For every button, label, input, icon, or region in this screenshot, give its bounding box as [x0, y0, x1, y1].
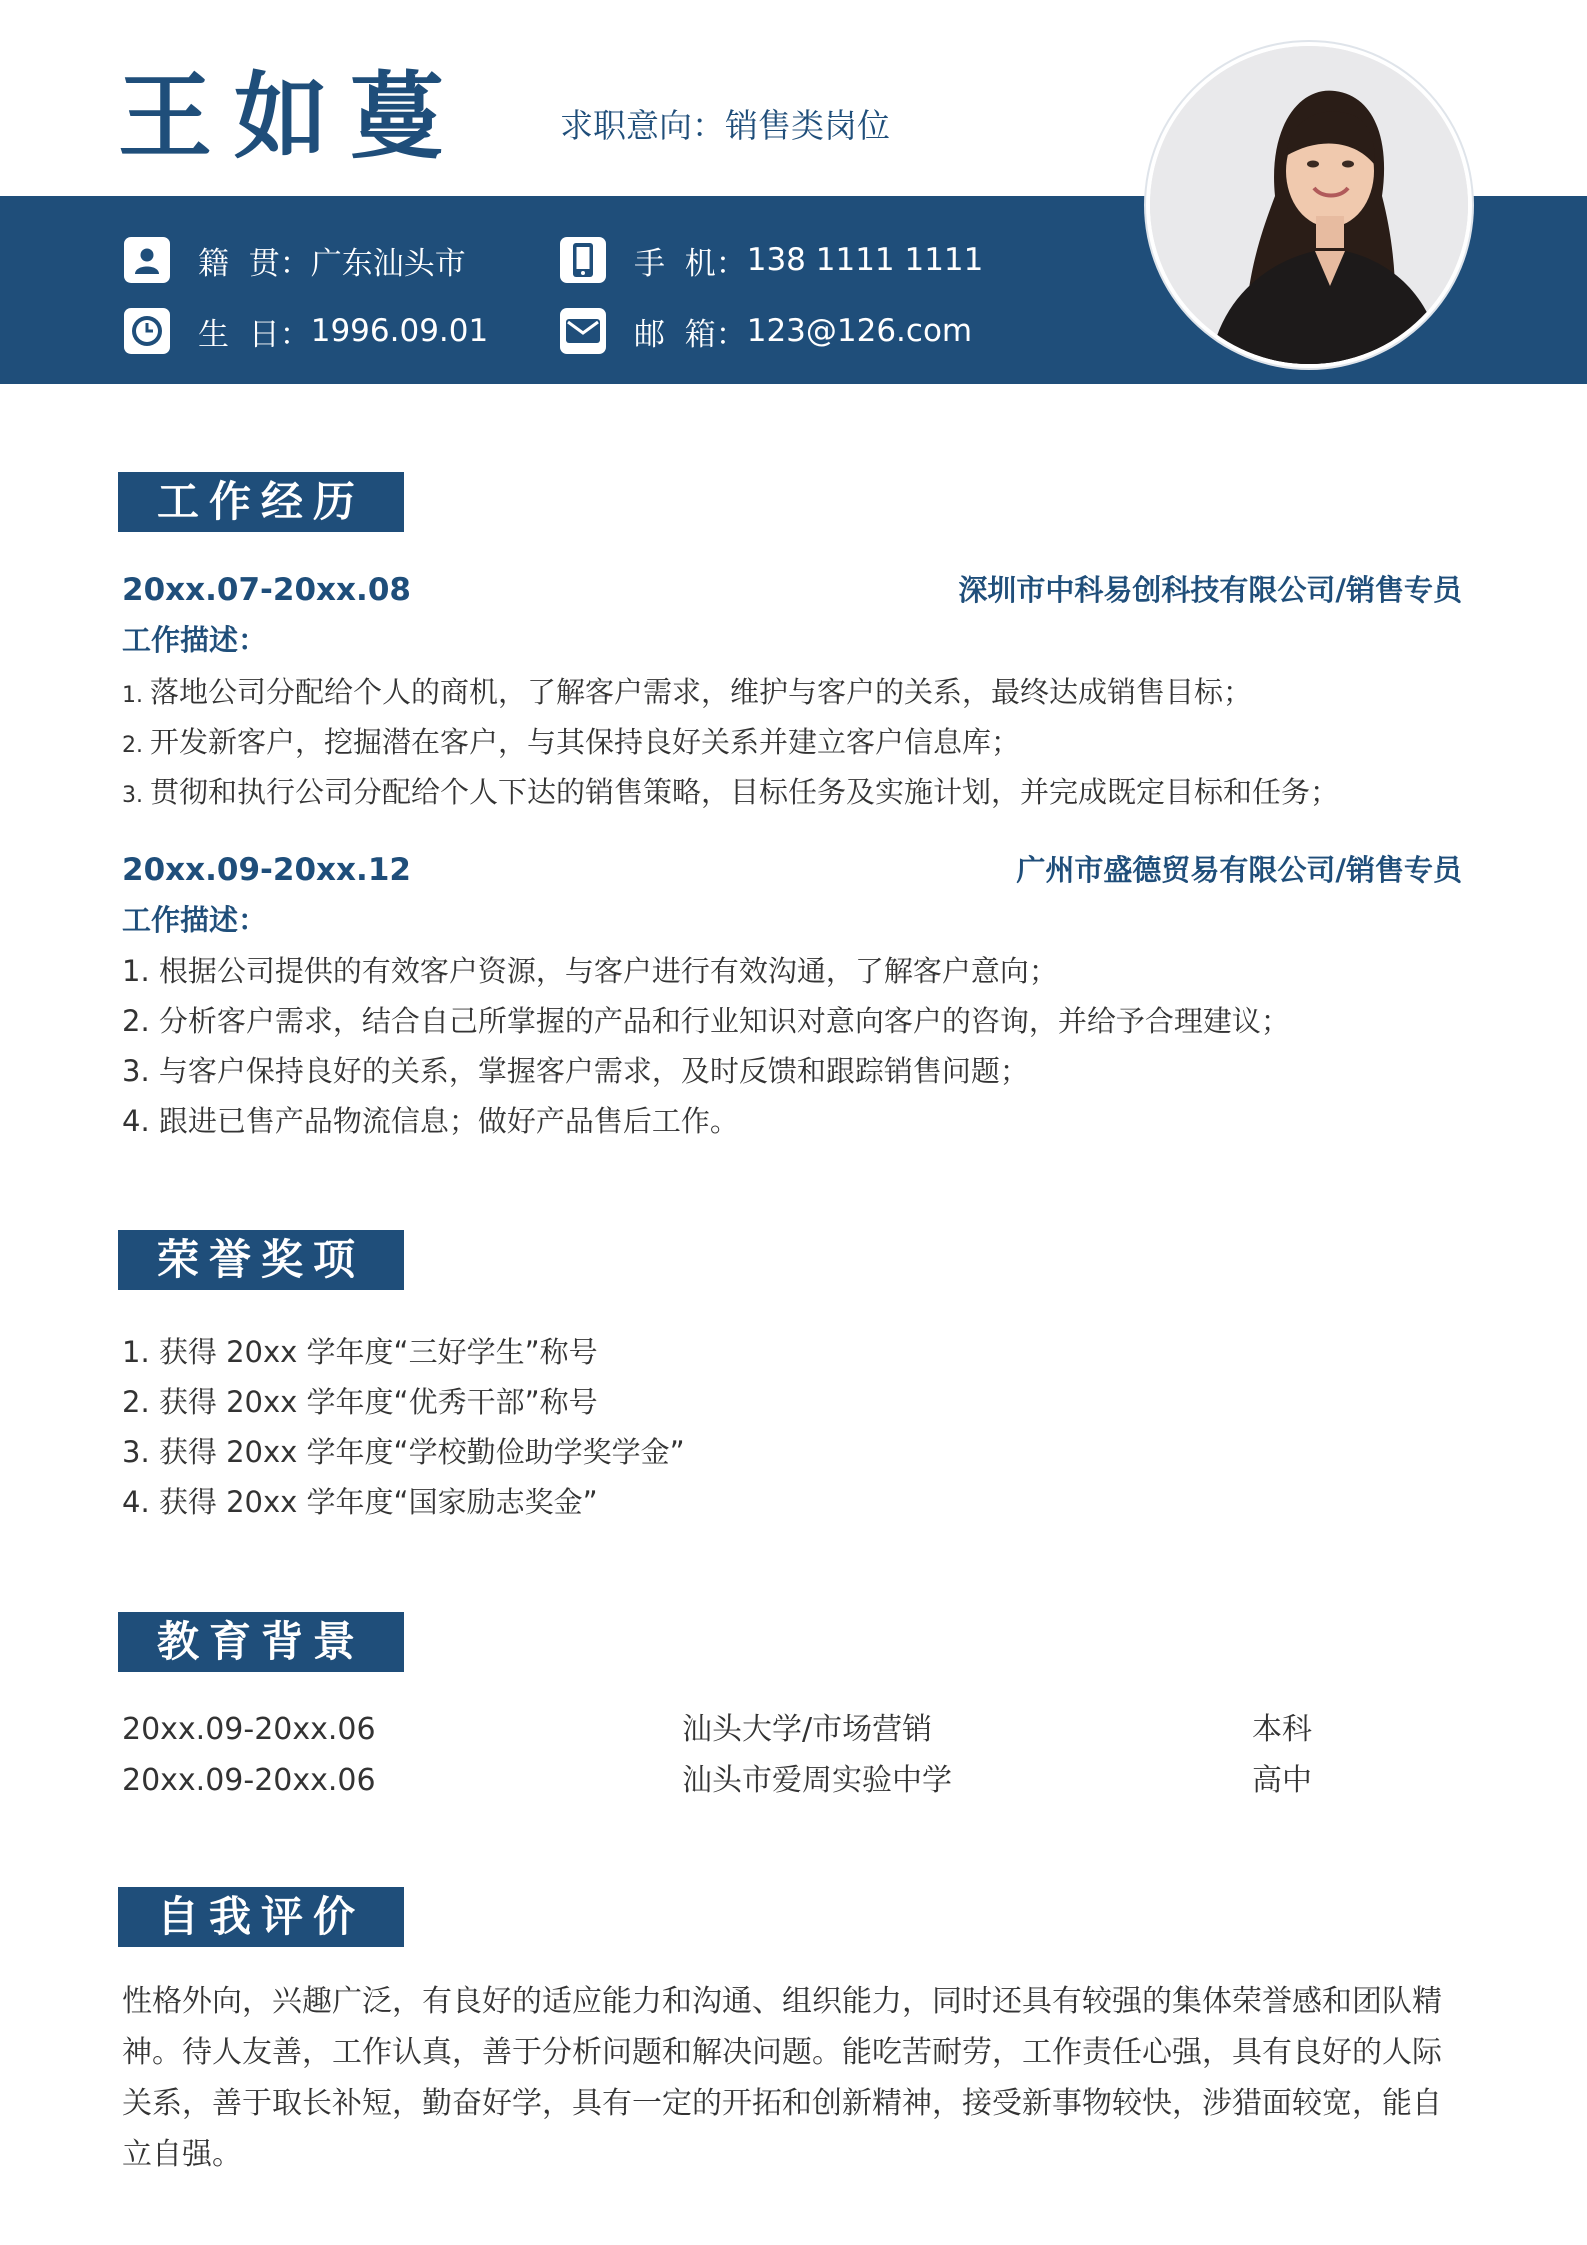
list-item: 1. 落地公司分配给个人的商机，了解客户需求，维护与客户的关系，最终达成销售目标； — [122, 675, 1252, 709]
job-1-date: 20xx.07-20xx.08 — [122, 572, 411, 608]
self-evaluation-text: 性格外向，兴趣广泛，有良好的适应能力和沟通、组织能力，同时还具有较强的集体荣誉感和团队精神。待人友善，工作认真，善于分析问题和解决问题。能吃苦耐劳，工作责任心强，具有良好的人际关系，善于取长补短，勤奋好学，具有一定的开拓和创新精神，接受新事物较快，涉猎面较宽，能自立自强。 — [122, 1984, 1442, 2172]
list-item: 3. 贯彻和执行公司分配给个人下达的销售策略，目标任务及实施计划，并完成既定目标和任务； — [122, 775, 1339, 809]
education-row — [122, 1756, 1462, 1806]
list-item: 2. 获得 20xx 学年度“优秀干部”称号 — [122, 1385, 598, 1419]
job-1-duties — [122, 667, 1339, 817]
list-item: 4. 获得 20xx 学年度“国家励志奖金” — [122, 1485, 598, 1519]
list-item: 2. 分析客户需求，结合自己所掌握的产品和行业知识对意向客户的咨询，并给予合理建议； — [122, 1004, 1290, 1038]
job-2-date: 20xx.09-20xx.12 — [122, 852, 411, 888]
job-2-header — [122, 848, 1462, 892]
phone-icon — [560, 237, 606, 283]
phone-label: 手 机： — [634, 245, 747, 282]
list-item: 1. 根据公司提供的有效客户资源，与客户进行有效沟通，了解客户意向； — [122, 954, 1058, 988]
job-1-header — [122, 568, 1462, 612]
section-title-self: 自我评价 — [118, 1887, 404, 1947]
job-2-desc-label: 工作描述： — [122, 903, 268, 937]
profile-photo — [1150, 46, 1468, 364]
user-icon — [124, 237, 170, 283]
info-email — [560, 308, 972, 354]
info-native — [124, 237, 466, 283]
edu-degree: 本科 — [1252, 1712, 1312, 1747]
email-value: 123@126.com — [746, 313, 973, 349]
section-title-honors: 荣誉奖项 — [118, 1230, 404, 1290]
clock-icon — [124, 308, 170, 354]
info-birth — [124, 308, 488, 354]
email-label: 邮 箱： — [634, 316, 747, 353]
edu-period: 20xx.09-20xx.06 — [122, 1763, 376, 1798]
list-item: 1. 获得 20xx 学年度“三好学生”称号 — [122, 1335, 598, 1369]
list-item: 4. 跟进已售产品物流信息；做好产品售后工作。 — [122, 1104, 739, 1138]
edu-period: 20xx.09-20xx.06 — [122, 1712, 376, 1747]
info-phone — [560, 237, 983, 283]
job-2-company: 广州市盛德贸易有限公司/销售专员 — [1016, 853, 1462, 887]
job-2-duties — [122, 946, 1290, 1146]
list-item: 3. 获得 20xx 学年度“学校勤俭助学奖学金” — [122, 1435, 685, 1469]
job-1-company: 深圳市中科易创科技有限公司/销售专员 — [958, 573, 1462, 607]
honors-list — [122, 1327, 685, 1527]
list-item: 3. 与客户保持良好的关系，掌握客户需求，及时反馈和跟踪销售问题； — [122, 1054, 1029, 1088]
edu-degree: 高中 — [1252, 1763, 1312, 1798]
mail-icon — [560, 308, 606, 354]
birth-value: 1996.09.01 — [310, 313, 489, 349]
list-item: 2. 开发新客户，挖掘潜在客户，与其保持良好关系并建立客户信息库； — [122, 725, 1020, 759]
job-1-desc-label: 工作描述： — [122, 623, 268, 657]
native-value: 广东汕头市 — [310, 245, 466, 282]
job-intention: 求职意向：销售类岗位 — [560, 106, 890, 145]
edu-school: 汕头大学/市场营销 — [682, 1712, 933, 1747]
section-title-work: 工作经历 — [118, 472, 404, 532]
education-row — [122, 1705, 1462, 1755]
candidate-name: 王如蔓 — [118, 63, 467, 172]
birth-label: 生 日： — [198, 316, 311, 353]
phone-value: 138 1111 1111 — [746, 242, 984, 278]
edu-school: 汕头市爱周实验中学 — [682, 1763, 952, 1798]
section-title-education: 教育背景 — [118, 1612, 404, 1672]
native-label: 籍 贯： — [198, 245, 311, 282]
